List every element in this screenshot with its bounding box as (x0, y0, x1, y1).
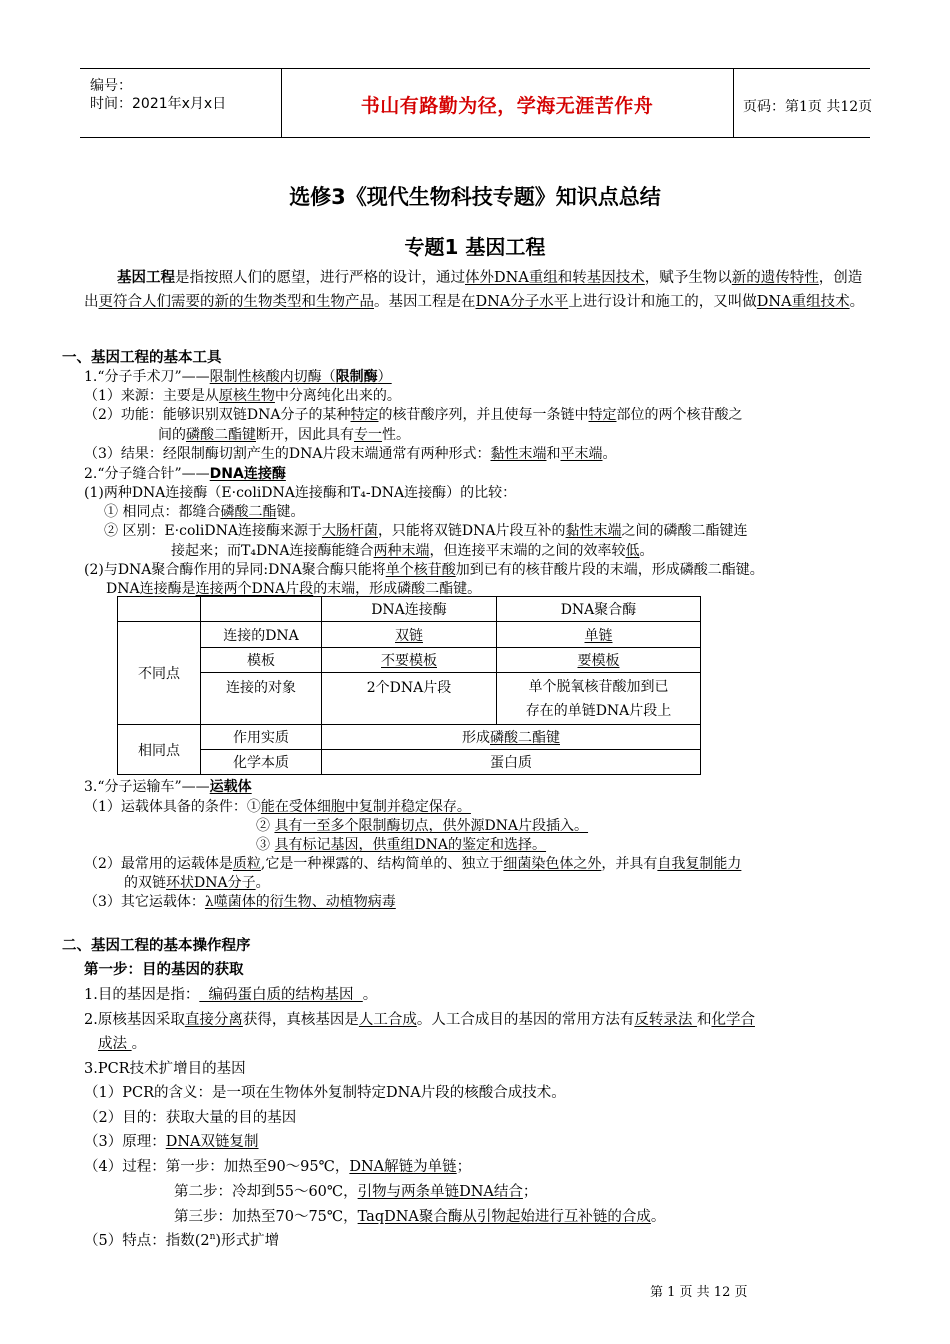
table-row (118, 622, 701, 648)
line-diff: ② 区别：E·coliDNA连接酶来源于大肠杆菌，只能将双链DNA片段互补的黏性末端之间的磷酸二酯键连 (104, 523, 748, 539)
number-label: 编号： (90, 78, 132, 94)
motto: 书山有路勤为径，学海无涯苦作舟 (360, 95, 654, 117)
table-row (118, 648, 701, 673)
table-cell: 不要模板 (322, 648, 497, 673)
line-vector-cond3: ③ 具有标记基因，供重组DNA的鉴定和选择。 (256, 837, 547, 853)
line-vector-cond2: ② 具有一至多个限制酶切点，供外源DNA片段插入。 (256, 818, 589, 834)
table-cell: 蛋白质 (322, 750, 701, 775)
heading-procedure: 二、基因工程的基本操作程序 (62, 938, 251, 954)
section-title: 专题1 基因工程 (404, 235, 546, 259)
table-cell: 双链 (322, 622, 497, 648)
line-pcr-purpose: （2）目的：获取大量的目的基因 (84, 1110, 297, 1126)
page-info: 页码：第1页 共12页 (743, 99, 873, 115)
intro-paragraph: 基因工程是指按照人们的愿望，进行严格的设计，通过体外DNA重组和转基因技术，赋予生物以新的遗传特性，创造出更符合人们需要的新的生物类型和生物产品。基因工程是在DNA分子水平上进行设计和施工的，又叫做DNA重组技术。 (84, 270, 865, 310)
line-plasmid: （2）最常用的运载体是质粒,它是一种裸露的、结构简单的、独立于细菌染色体之外，并具有自我复制能力 (84, 856, 742, 872)
table-row (118, 597, 701, 622)
table-cell: 形成磷酸二酯键 (322, 725, 701, 750)
line-pcr-step1: （4）过程：第一步：加热至90～95℃，DNA解链为单链； (84, 1159, 472, 1175)
line-ligase: DNA连接酶是连接两个DNA片段的末端，形成磷酸二酯键。 (106, 581, 482, 597)
line-pcr-step3: 第三步：加热至70～75℃，TaqDNA聚合酶从引物起始进行互补链的合成。 (174, 1209, 666, 1225)
table-cell (201, 597, 322, 622)
line-plasmid-cont: 的双链环状DNA分子。 (124, 875, 270, 891)
line-pcr: 3.PCR技术扩增目的基因 (84, 1061, 246, 1077)
table-header-polymerase: DNA聚合酶 (497, 597, 701, 622)
line-pcr-feature: （5）特点：指数(2$^n$)形式扩增 (84, 1232, 280, 1249)
line-scissors: 1.“分子手术刀”——限制性核酸内切酶（限制酶） (84, 369, 392, 385)
table-group-same: 相同点 (118, 725, 201, 775)
line-source: （1）来源：主要是从原核生物中分离纯化出来的。 (84, 388, 401, 404)
table-cell: 单链 (497, 622, 701, 648)
heading-step1: 第一步：目的基因的获取 (84, 962, 244, 978)
table-group-diff: 不同点 (118, 622, 201, 725)
line-vector-cond1: （1）运载体具备的条件：①能在受体细胞中复制并稳定保存。 (84, 799, 471, 815)
table-row-label: 连接的DNA (201, 622, 322, 648)
line-pcr-principle: （3）原理：DNA双链复制 (84, 1134, 259, 1150)
line-same: ① 相同点：都缝合磷酸二酯键。 (104, 504, 305, 520)
document-title: 选修3《现代生物科技专题》知识点总结 (289, 185, 661, 209)
page-footer: 第 1 页 共 12 页 (650, 1285, 748, 1300)
comparison-table (117, 596, 701, 775)
line-polymerase: (2)与DNA聚合酶作用的异同:DNA聚合酶只能将单个核苷酸加到已有的核苷酸片段的末端，形成磷酸二酯键。 (84, 562, 764, 578)
line-function: （2）功能：能够识别双链DNA分子的某种特定的核苷酸序列，并且使每一条链中特定部位的两个核苷酸之 (84, 407, 743, 423)
line-gene-source-cont: 成法 。 (98, 1036, 147, 1052)
line-pcr-step2: 第二步：冷却到55～60℃，引物与两条单链DNA结合； (174, 1184, 538, 1200)
header-motto-cell (281, 69, 734, 137)
line-diff-cont: 接起来；而T₄DNA连接酶能缝合两种末端，但连接平末端的之间的效率较低。 (171, 543, 654, 559)
time-label: 时间：2021年x月x日 (90, 96, 227, 112)
table-cell: 2个DNA片段 (322, 673, 497, 725)
table-cell (118, 597, 201, 622)
header-box (80, 68, 873, 138)
line-pcr-meaning: （1）PCR的含义：是一项在生物体外复制特定DNA片段的核酸合成技术。 (84, 1085, 566, 1101)
header-left-cell (80, 69, 282, 137)
header-right-cell (733, 69, 873, 137)
line-gene-source: 2.原核基因采取直接分离获得，真核基因是人工合成。人工合成目的基因的常用方法有反转录法 和化学合 (84, 1012, 755, 1028)
line-function-cont: 间的磷酸二酯键断开，因此具有专一性。 (158, 427, 410, 443)
table-row-label: 连接的对象 (201, 673, 322, 725)
line-result: （3）结果：经限制酶切割产生的DNA片段末端通常有两种形式：黏性末端和平末端。 (84, 446, 617, 462)
table-row-label: 化学本质 (201, 750, 322, 775)
line-compare: (1)两种DNA连接酶（E·coliDNA连接酶和T₄-DNA连接酶）的比较： (84, 485, 517, 501)
table-cell: 单个脱氧核苷酸加到已 存在的单链DNA片段上 (497, 673, 701, 725)
line-needle: 2.“分子缝合针”——DNA连接酶 (84, 466, 286, 482)
heading-tools: 一、基因工程的基本工具 (62, 350, 222, 366)
line-target-gene: 1.目的基因是指： 编码蛋白质的结构基因 。 (84, 987, 378, 1003)
line-other-vectors: （3）其它运载体：λ噬菌体的衍生物、动植物病毒 (84, 894, 396, 910)
line-vector: 3.“分子运输车”——运载体 (84, 779, 252, 795)
table-row-label: 作用实质 (201, 725, 322, 750)
table-row (118, 673, 701, 725)
table-row (118, 750, 701, 775)
table-row (118, 725, 701, 750)
table-header-ligase: DNA连接酶 (322, 597, 497, 622)
table-row-label: 模板 (201, 648, 322, 673)
table-cell: 要模板 (497, 648, 701, 673)
